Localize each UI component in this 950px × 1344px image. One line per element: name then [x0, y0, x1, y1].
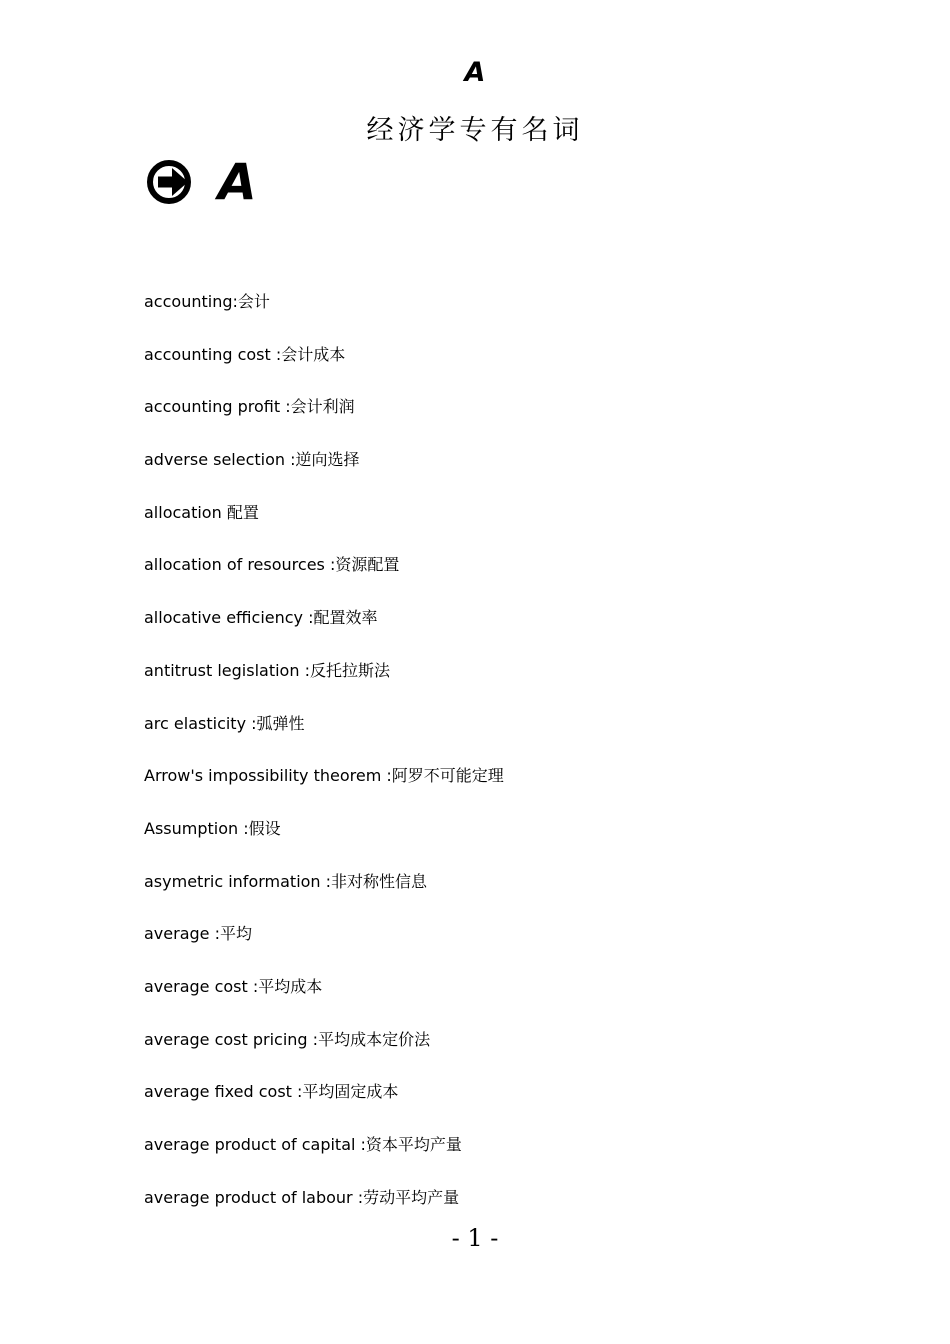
term-separator: :: [329, 555, 336, 575]
term-english: allocation: [144, 502, 227, 522]
term-chinese: 平均固定成本: [302, 1082, 399, 1102]
term-english: accounting cost: [144, 344, 276, 364]
term-chinese: 会计: [237, 292, 270, 311]
term-separator: :: [325, 871, 332, 891]
term-separator: :: [308, 608, 314, 628]
right-arrow-circle-icon: [146, 159, 192, 205]
term-separator: :: [251, 713, 257, 733]
term-separator: :: [357, 1187, 364, 1207]
term-chinese: 平均成本: [258, 976, 323, 996]
term-item: [144, 393, 504, 446]
term-list: [144, 288, 504, 1236]
term-english: average: [144, 924, 215, 944]
term-english: Arrow's impossibility theorem: [144, 766, 387, 786]
term-chinese: 假设: [248, 818, 281, 838]
term-separator: :: [252, 976, 259, 996]
term-chinese: 平均: [219, 924, 252, 944]
term-separator: :: [285, 397, 291, 417]
term-english: average cost: [144, 976, 253, 996]
section-letter: A: [218, 153, 257, 211]
term-item: [144, 1078, 504, 1131]
term-item: [144, 815, 504, 868]
term-chinese: 弧弹性: [256, 713, 305, 733]
term-chinese: 配置效率: [313, 608, 378, 628]
term-english: average cost pricing: [144, 1029, 313, 1049]
term-item: [144, 1026, 504, 1079]
term-separator: :: [304, 660, 310, 680]
term-english: average fixed cost: [144, 1082, 298, 1102]
term-item: [144, 551, 504, 604]
term-separator: :: [275, 344, 282, 364]
term-chinese: 资源配置: [335, 555, 400, 575]
term-chinese: 劳动平均产量: [363, 1187, 460, 1207]
term-separator: :: [297, 1082, 303, 1102]
term-item: [144, 762, 504, 815]
term-chinese: 资本平均产量: [365, 1135, 462, 1154]
term-item: [144, 341, 504, 394]
term-chinese: 会计利润: [290, 397, 355, 417]
section-heading: [146, 152, 257, 212]
term-chinese: 会计成本: [281, 344, 346, 364]
term-item: [144, 446, 504, 499]
term-item: [144, 604, 504, 657]
term-english: average product of labour: [144, 1187, 358, 1207]
term-english: accounting: [144, 292, 233, 311]
term-item: [144, 288, 504, 341]
term-separator: :: [386, 766, 392, 786]
term-item: [144, 499, 504, 552]
term-english: Assumption: [144, 818, 244, 838]
term-english: allocation of resources: [144, 555, 330, 575]
term-chinese: 反托拉斯法: [309, 660, 390, 680]
term-chinese: 阿罗不可能定理: [391, 766, 504, 786]
term-separator: :: [360, 1135, 366, 1154]
term-chinese: 逆向选择: [295, 450, 360, 470]
term-english: accounting profit: [144, 397, 286, 417]
term-separator: :: [243, 818, 249, 838]
term-separator: :: [214, 924, 220, 944]
term-item: [144, 1131, 504, 1184]
document-title: 经济学专有名词: [366, 115, 584, 146]
term-english: average product of capital: [144, 1135, 361, 1154]
term-item: [144, 710, 504, 763]
term-separator: :: [312, 1029, 319, 1049]
term-item: [144, 657, 504, 710]
term-item: [144, 973, 504, 1026]
term-chinese: 平均成本定价法: [318, 1029, 431, 1049]
page-number: - 1 -: [451, 1224, 499, 1252]
term-chinese: 配置: [226, 502, 259, 522]
term-separator: :: [232, 292, 238, 311]
term-separator: :: [290, 450, 296, 470]
term-english: antitrust legislation: [144, 660, 305, 680]
term-item: [144, 868, 504, 921]
term-english: allocative efficiency: [144, 608, 309, 628]
term-chinese: 非对称性信息: [331, 871, 428, 891]
term-english: arc elasticity: [144, 713, 252, 733]
term-english: adverse selection: [144, 450, 291, 470]
header-letter: A: [464, 57, 486, 88]
term-english: asymetric information: [144, 871, 326, 891]
term-item: [144, 920, 504, 973]
